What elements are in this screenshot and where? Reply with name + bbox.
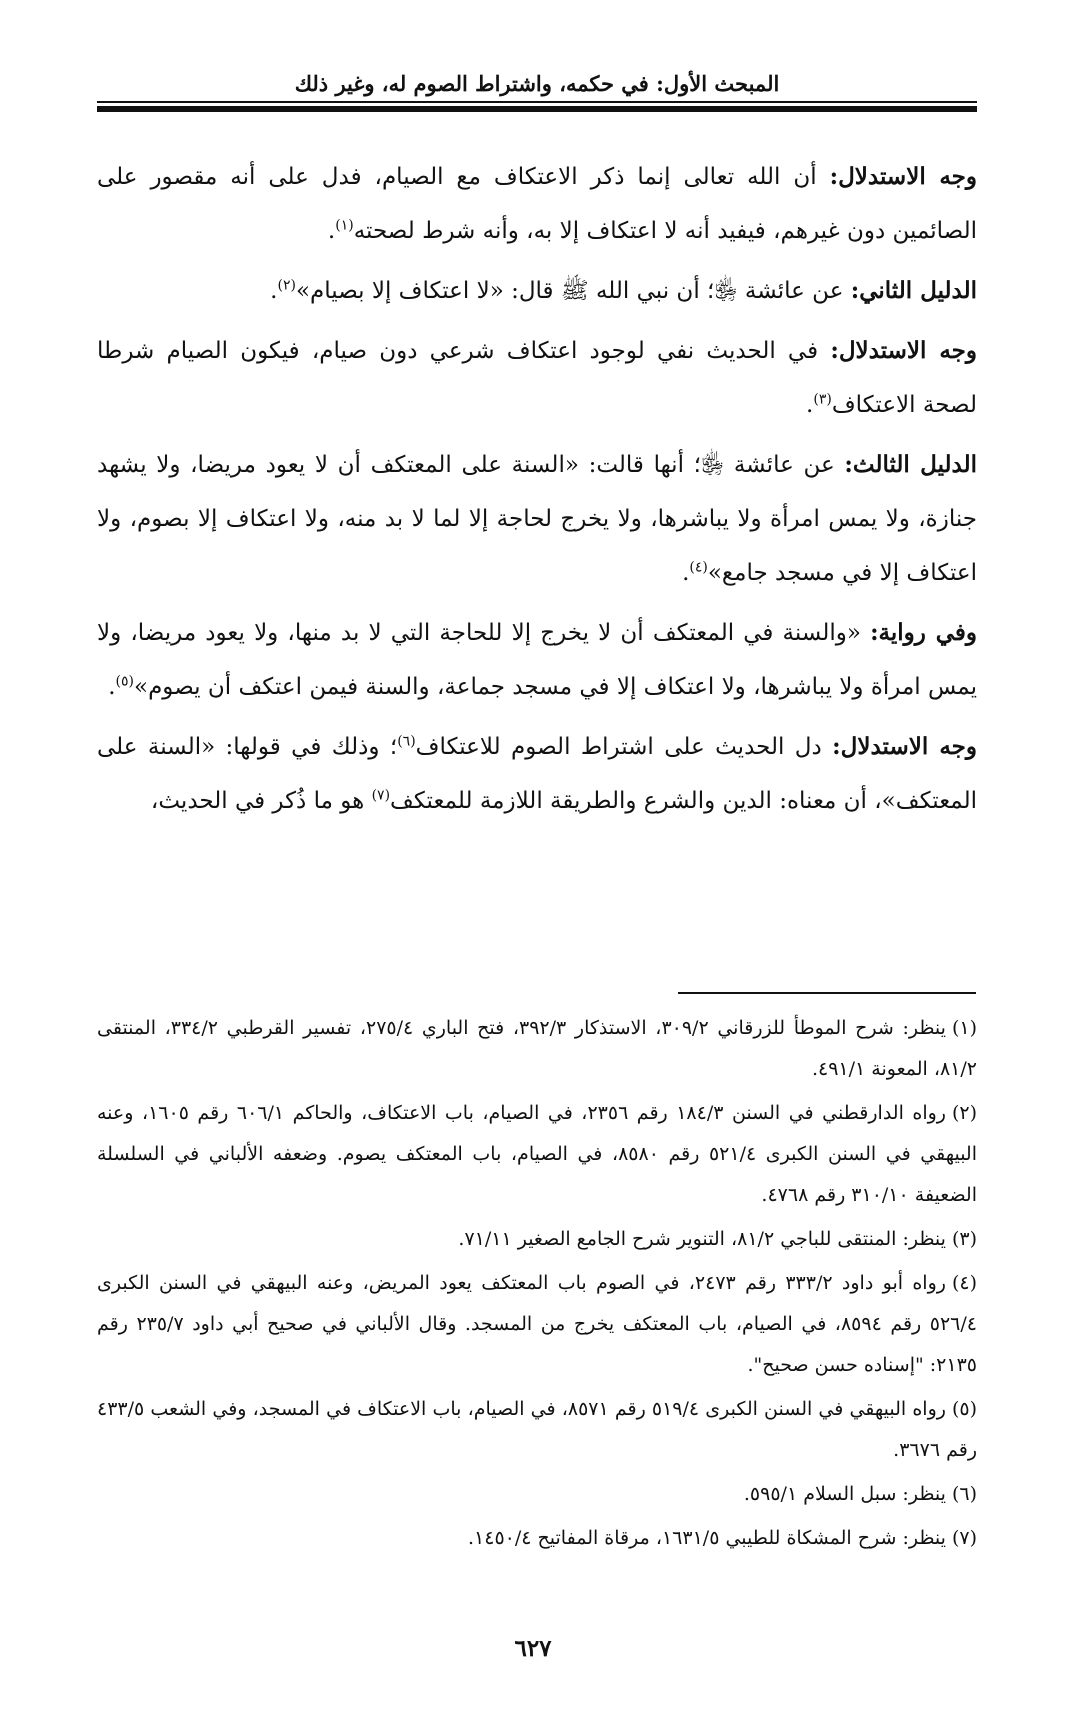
paragraph-dalil-2 [97, 264, 977, 318]
footnotes [97, 1008, 977, 1562]
paragraph-tail: هو ما ذُكر في الحديث، [150, 788, 372, 814]
header-rule-thick [97, 106, 977, 112]
footnote-number: (٥) [951, 1398, 977, 1420]
footnote-number: (٦) [951, 1483, 977, 1505]
paragraph-lead: الدليل الثاني: [850, 277, 977, 304]
paragraph-text: أن الله تعالى إنما ذكر الاعتكاف مع الصيام، فدل على أنه مقصور على الصائمين دون غيرهم، فيفيد أنه لا اعتكاف إلا به، وأنه شرط لصحته [97, 164, 977, 244]
footnote-number: (٢) [951, 1102, 978, 1124]
paragraph-tail: ؛ وذلك في قولها: «السنة على المعتكف»، أن معناه: الدين والشرع والطريقة اللازمة للمعتكف [97, 734, 977, 814]
footnote-3 [97, 1219, 977, 1260]
footnote-number: (٤) [951, 1272, 978, 1294]
footnote-separator [678, 992, 976, 994]
footnote-text: ينظر: سبل السلام ٥٩٥/١. [743, 1483, 946, 1505]
footnote-5 [97, 1389, 977, 1471]
paragraph-tail: . [682, 560, 690, 586]
footnote-6 [97, 1474, 977, 1515]
paragraph-text: «والسنة في المعتكف أن لا يخرج إلا للحاجة التي لا بد منها، ولا يعود مريضا، ولا يمس امرأة ولا يباشرها، ولا اعتكاف إلا في مسجد جماعة، والسنة فيمن اعتكف أن يصوم» [97, 620, 977, 700]
footnote-2 [97, 1093, 977, 1216]
footnote-ref[interactable]: (٥) [115, 673, 134, 690]
footnote-text: رواه أبو داود ٣٣٣/٢ رقم ٢٤٧٣، في الصوم باب المعتكف يعود المريض، وعنه البيهقي في السنن الكبرى ٥٢٦/٤ رقم ٨٥٩٤، في الصيام، باب المعتكف يخرج من المسجد. وقال الألباني في صحيح أبي داود ٢٣٥/٧ رقم ٢١٣٥: "إسناده حسن صحيح". [97, 1272, 977, 1376]
paragraph-text: عن عائشة ﵂؛ أن نبي الله ﷺ قال: «لا اعتكاف إلا بصيام» [295, 278, 851, 304]
paragraph-tail: . [806, 392, 814, 418]
main-text [97, 150, 977, 834]
footnote-ref[interactable]: (٤) [689, 559, 708, 576]
paragraph-lead: وفي رواية: [870, 619, 978, 646]
footnote-text: ينظر: المنتقى للباجي ٨١/٢، التنوير شرح الجامع الصغير ٧١/١١. [458, 1228, 946, 1250]
paragraph-lead: وجه الاستدلال: [830, 337, 978, 364]
footnote-number: (٧) [951, 1527, 977, 1549]
paragraph-istidlal-3 [97, 720, 977, 828]
paragraph-tail: . [270, 278, 278, 304]
paragraph-dalil-3 [97, 438, 977, 600]
running-header: المبحث الأول: في حكمه، واشتراط الصوم له، وغير ذلك [294, 71, 780, 96]
page-number: ٦٢٧ [514, 1635, 552, 1662]
footnote-4 [97, 1263, 977, 1386]
footnote-text: ينظر: شرح الموطأ للزرقاني ٣٠٩/٢، الاستذكار ٣٩٢/٣، فتح الباري ٢٧٥/٤، تفسير القرطبي ٣٣٤/٢، المنتقى ٨١/٢، المعونة ٤٩١/١. [97, 1017, 977, 1080]
paragraph-riwaya [97, 606, 977, 714]
footnote-ref[interactable]: (١) [335, 217, 354, 234]
paragraph-text: عن عائشة ﵂؛ أنها قالت: «السنة على المعتكف أن لا يعود مريضا، ولا يشهد جنازة، ولا يمس امرأة ولا يباشرها، ولا يخرج لحاجة إلا لما لا بد منه، ولا اعتكاف إلا بصوم، ولا اعتكاف إلا في مسجد جامع» [97, 452, 977, 586]
footnote-ref[interactable]: (٦) [397, 733, 416, 750]
footnote-ref[interactable]: (٧) [371, 787, 391, 804]
paragraph-text: دل الحديث على اشتراط الصوم للاعتكاف [415, 734, 833, 760]
footnote-ref[interactable]: (٢) [277, 277, 296, 294]
footnote-text: رواه الدارقطني في السنن ١٨٤/٣ رقم ٢٣٥٦، في الصيام، باب الاعتكاف، والحاكم ٦٠٦/١ رقم ١٦٠٥، وعنه البيهقي في السنن الكبرى ٥٢١/٤ رقم ٨٥٨٠، في الصيام، باب المعتكف يصوم. وضعفه الألباني في السلسلة الضعيفة ٣١٠/١٠ رقم ٤٧٦٨. [97, 1102, 977, 1206]
paragraph-lead: وجه الاستدلال: [829, 163, 977, 190]
paragraph-lead: الدليل الثالث: [844, 451, 977, 478]
paragraph-istidlal-2 [97, 324, 977, 432]
footnote-ref[interactable]: (٣) [813, 391, 832, 408]
footnote-number: (٣) [951, 1228, 977, 1250]
footnote-text: ينظر: شرح المشكاة للطيبي ١٦٣١/٥، مرقاة المفاتيح ١٤٥٠/٤. [468, 1527, 946, 1549]
paragraph-text: في الحديث نفي لوجود اعتكاف شرعي دون صيام، فيكون الصيام شرطا لصحة الاعتكاف [97, 338, 977, 418]
paragraph-lead: وجه الاستدلال: [832, 733, 977, 760]
footnote-7 [97, 1518, 977, 1559]
paragraph-tail: . [327, 218, 336, 244]
header-rule-thin [97, 101, 977, 103]
footnote-1 [97, 1008, 977, 1090]
paragraph-tail: . [108, 674, 116, 700]
footnote-number: (١) [951, 1017, 977, 1039]
paragraph-istidlal-1 [97, 150, 977, 258]
footnote-text: رواه البيهقي في السنن الكبرى ٥١٩/٤ رقم ٨٥٧١، في الصيام، باب الاعتكاف في المسجد، وفي الشعب ٤٣٣/٥ رقم ٣٦٧٦. [97, 1398, 977, 1461]
